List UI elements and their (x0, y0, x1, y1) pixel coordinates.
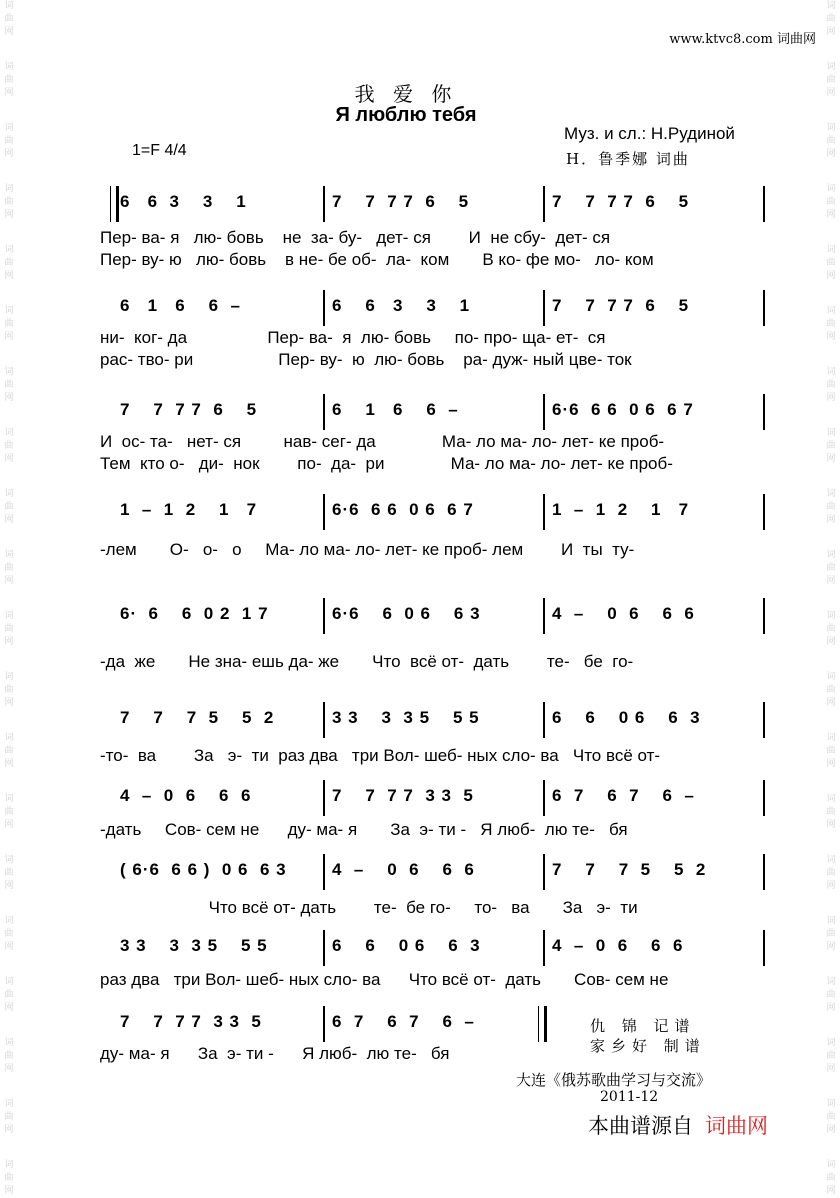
measure-notes: 1 – 1 2 1 7 (120, 500, 258, 519)
measure (112, 394, 322, 430)
watermark-strip-right (824, 0, 838, 1196)
source-note (588, 1110, 768, 1140)
watermark-text: 词曲网 (4, 62, 14, 98)
barline (543, 854, 545, 890)
measure (112, 494, 322, 530)
measure (544, 598, 764, 634)
lyric-line: -дать Сов- сем не ду- ма- я За э- ти - Я люб- лю те- бя (100, 820, 628, 839)
measure-notes: 6 1 6 6 – (120, 296, 241, 315)
barline (323, 780, 325, 816)
barline (323, 186, 325, 222)
measure (112, 702, 322, 738)
title-chinese: 我 爱 你 (354, 82, 458, 106)
lyric-line: Пер- ва- я лю- бовь не за- бу- дет- ся И не сбу- дет- ся (100, 228, 611, 247)
watermark-text: 词曲网 (4, 1038, 14, 1074)
measure (544, 394, 764, 430)
watermark-text: 词曲网 (4, 611, 14, 647)
watermark-text: 词曲网 (4, 794, 14, 830)
measure-notes: 6 1 6 6 – (332, 400, 459, 419)
measure-notes: 7 7 7 5 5 2 (120, 708, 275, 727)
measure-notes: 3 3 3 3 5 5 5 (332, 708, 480, 727)
watermark-text: 词曲网 (4, 489, 14, 525)
watermark-text: 词曲网 (826, 1038, 836, 1074)
watermark-text: 词曲网 (826, 489, 836, 525)
barline (763, 186, 765, 222)
lyric-line: рас- тво- ри Пер- ву- ю лю- бовь ра- дуж- ный цве- ток (100, 350, 632, 369)
watermark-text: 词曲网 (826, 306, 836, 342)
watermark-text: 词曲网 (4, 977, 14, 1013)
lyric-line: И ос- та- нет- ся нав- сег- да Ма- ло ма- ло- лет- ке проб- (100, 432, 665, 451)
measure-notes: 7 7 7 7 6 5 (120, 400, 258, 419)
watermark-text: 词曲网 (4, 672, 14, 708)
barline (323, 394, 325, 430)
barline (543, 494, 545, 530)
watermark-text: 词曲网 (4, 1160, 14, 1196)
lyric-line: ни- ког- да Пер- ва- я лю- бовь по- про- ща- ет- ся (100, 328, 606, 347)
measure (112, 780, 322, 816)
watermark-text: 词曲网 (826, 855, 836, 891)
barline (323, 854, 325, 890)
barline (763, 290, 765, 326)
watermark-text: 词曲网 (826, 1, 836, 37)
barline (543, 598, 545, 634)
watermark-text: 词曲网 (826, 1160, 836, 1196)
barline (323, 598, 325, 634)
measure (112, 186, 322, 222)
barline (323, 494, 325, 530)
measure-notes: 6 6 0 6 6 3 (332, 936, 481, 955)
notation-row (112, 494, 764, 530)
barline (763, 494, 765, 530)
measure (324, 290, 542, 326)
watermark-text: 词曲网 (4, 428, 14, 464)
lyric-line: -то- ва За э- ти раз два три Вол- шеб- ных сло- ва Что всё от- (100, 746, 661, 765)
composer-credit-russian: Муз. и сл.: Н.Рудиной (564, 124, 735, 143)
measure (544, 290, 764, 326)
measure-notes: 7 7 7 7 3 3 5 (332, 786, 474, 805)
measure-notes: 7 7 7 7 6 5 (332, 192, 470, 211)
lyric-line: -да же Не зна- ешь да- же Что всё от- дать те- бе го- (100, 652, 634, 671)
repeat-end-barline (538, 1006, 547, 1042)
measure-notes: 6 6 3 3 1 (120, 192, 247, 211)
barline (323, 290, 325, 326)
measure-notes: 6 6 3 3 1 (332, 296, 471, 315)
measure-notes: 6· 6 6 0 2 1 7 (120, 604, 269, 623)
notation-row (112, 702, 764, 738)
measure (112, 290, 322, 326)
watermark-text: 词曲网 (4, 916, 14, 952)
measure (544, 854, 764, 890)
watermark-text: 词曲网 (826, 672, 836, 708)
lyric-line: ду- ма- я За э- ти - Я люб- лю те- бя (100, 1044, 450, 1063)
watermark-text: 词曲网 (826, 367, 836, 403)
site-url-text: www.ktvc8.com (669, 32, 773, 47)
title-russian: Я люблю тебя (335, 104, 477, 126)
watermark-text: 词曲网 (826, 550, 836, 586)
measure (544, 702, 764, 738)
measure-notes: 6 7 6 7 6 – (332, 1012, 475, 1031)
watermark-strip-left (2, 0, 16, 1196)
measure-notes: 6 7 6 7 6 – (552, 786, 695, 805)
arranger-2: 家乡好 制谱 (590, 1037, 706, 1055)
watermark-text: 词曲网 (4, 855, 14, 891)
barline (543, 780, 545, 816)
measure-notes: 3 3 3 3 5 5 5 (120, 936, 268, 955)
measure (324, 1006, 542, 1042)
watermark-text: 词曲网 (4, 184, 14, 220)
watermark-text: 词曲网 (826, 62, 836, 98)
barline (323, 702, 325, 738)
watermark-text: 词曲网 (4, 550, 14, 586)
watermark-text: 词曲网 (826, 428, 836, 464)
barline (543, 702, 545, 738)
lyric-line: Тем кто о- ди- нок по- да- ри Ма- ло ма- ло- лет- ке проб- (100, 454, 673, 473)
measure (324, 854, 542, 890)
measure (324, 780, 542, 816)
measure (324, 598, 542, 634)
measure-notes: 6·6 6 0 6 6 3 (332, 604, 481, 623)
watermark-text: 词曲网 (4, 1099, 14, 1135)
measure-notes: 6·6 6 6 0 6 6 7 (332, 500, 474, 519)
measure-notes: 4 – 0 6 6 6 (332, 860, 475, 879)
publisher: 大连《俄苏歌曲学习与交流》 (516, 1071, 712, 1089)
watermark-text: 词曲网 (826, 611, 836, 647)
notation-row (112, 854, 764, 890)
barline (543, 290, 545, 326)
watermark-text: 词曲网 (826, 733, 836, 769)
measure (324, 702, 542, 738)
watermark-text: 词曲网 (4, 1, 14, 37)
watermark-text: 词曲网 (826, 977, 836, 1013)
measure (324, 394, 542, 430)
measure (112, 1006, 322, 1042)
barline (543, 930, 545, 966)
composer-credit-chinese: Н．鲁季娜 词曲 (566, 150, 690, 168)
lyric-line: Пер- ву- ю лю- бовь в не- бе об- ла- ком В ко- фе мо- ло- ком (100, 250, 654, 269)
measure-notes: 7 7 7 7 6 5 (552, 296, 690, 315)
measure-notes: 7 7 7 5 5 2 (552, 860, 707, 879)
watermark-text: 词曲网 (826, 123, 836, 159)
notation-row (112, 394, 764, 430)
measure (112, 930, 322, 966)
source-label: 本曲谱源自 (588, 1115, 693, 1138)
site-name: 词曲网 (776, 32, 816, 47)
measure-notes: 6 6 0 6 6 3 (552, 708, 701, 727)
measure (544, 494, 764, 530)
measure (112, 598, 322, 634)
publish-date: 2011-12 (600, 1089, 659, 1105)
measure (544, 780, 764, 816)
measure-notes: 7 7 7 7 3 3 5 (120, 1012, 262, 1031)
watermark-text: 词曲网 (826, 794, 836, 830)
watermark-text: 词曲网 (826, 1099, 836, 1135)
measure (324, 930, 542, 966)
measure-notes: 4 – 0 6 6 6 (552, 604, 695, 623)
lyric-line: -лем О- о- о Ма- ло ма- ло- лет- ке проб- лем И ты ту- (100, 540, 635, 559)
watermark-text: 词曲网 (4, 367, 14, 403)
barline (323, 1006, 325, 1042)
site-url[interactable] (669, 28, 816, 47)
notation-row (112, 780, 764, 816)
notation-row (112, 186, 764, 222)
measure (324, 494, 542, 530)
watermark-text: 词曲网 (4, 123, 14, 159)
key-signature: 1=F 4/4 (132, 142, 187, 159)
barline (763, 854, 765, 890)
barline (763, 702, 765, 738)
notation-row (112, 290, 764, 326)
barline (763, 598, 765, 634)
measure (324, 186, 542, 222)
barline (763, 394, 765, 430)
lyric-line: раз два три Вол- шеб- ных сло- ва Что всё от- дать Сов- сем не (100, 970, 669, 989)
arranger-1: 仇 锦 记谱 (590, 1017, 696, 1035)
barline (543, 394, 545, 430)
barline (543, 186, 545, 222)
notation-row (112, 930, 764, 966)
measure (544, 186, 764, 222)
measure-notes: 6·6 6 6 0 6 6 7 (552, 400, 694, 419)
lyric-line: Что всё от- дать те- бе го- то- ва За э- ти (100, 898, 638, 917)
measure-notes: ( 6·6 6 6 ) 0 6 6 3 (120, 860, 287, 879)
measure (544, 930, 764, 966)
barline (323, 930, 325, 966)
measure (112, 854, 322, 890)
watermark-text: 词曲网 (4, 733, 14, 769)
watermark-text: 词曲网 (826, 916, 836, 952)
measure-notes: 7 7 7 7 6 5 (552, 192, 690, 211)
watermark-text: 词曲网 (4, 245, 14, 281)
barline (763, 930, 765, 966)
notation-row (112, 598, 764, 634)
watermark-text: 词曲网 (826, 245, 836, 281)
measure-notes: 1 – 1 2 1 7 (552, 500, 690, 519)
measure-notes: 4 – 0 6 6 6 (552, 936, 684, 955)
watermark-text: 词曲网 (826, 184, 836, 220)
measure-notes: 4 – 0 6 6 6 (120, 786, 252, 805)
source-brand[interactable]: 词曲网 (705, 1115, 768, 1138)
barline (763, 780, 765, 816)
watermark-text: 词曲网 (4, 306, 14, 342)
